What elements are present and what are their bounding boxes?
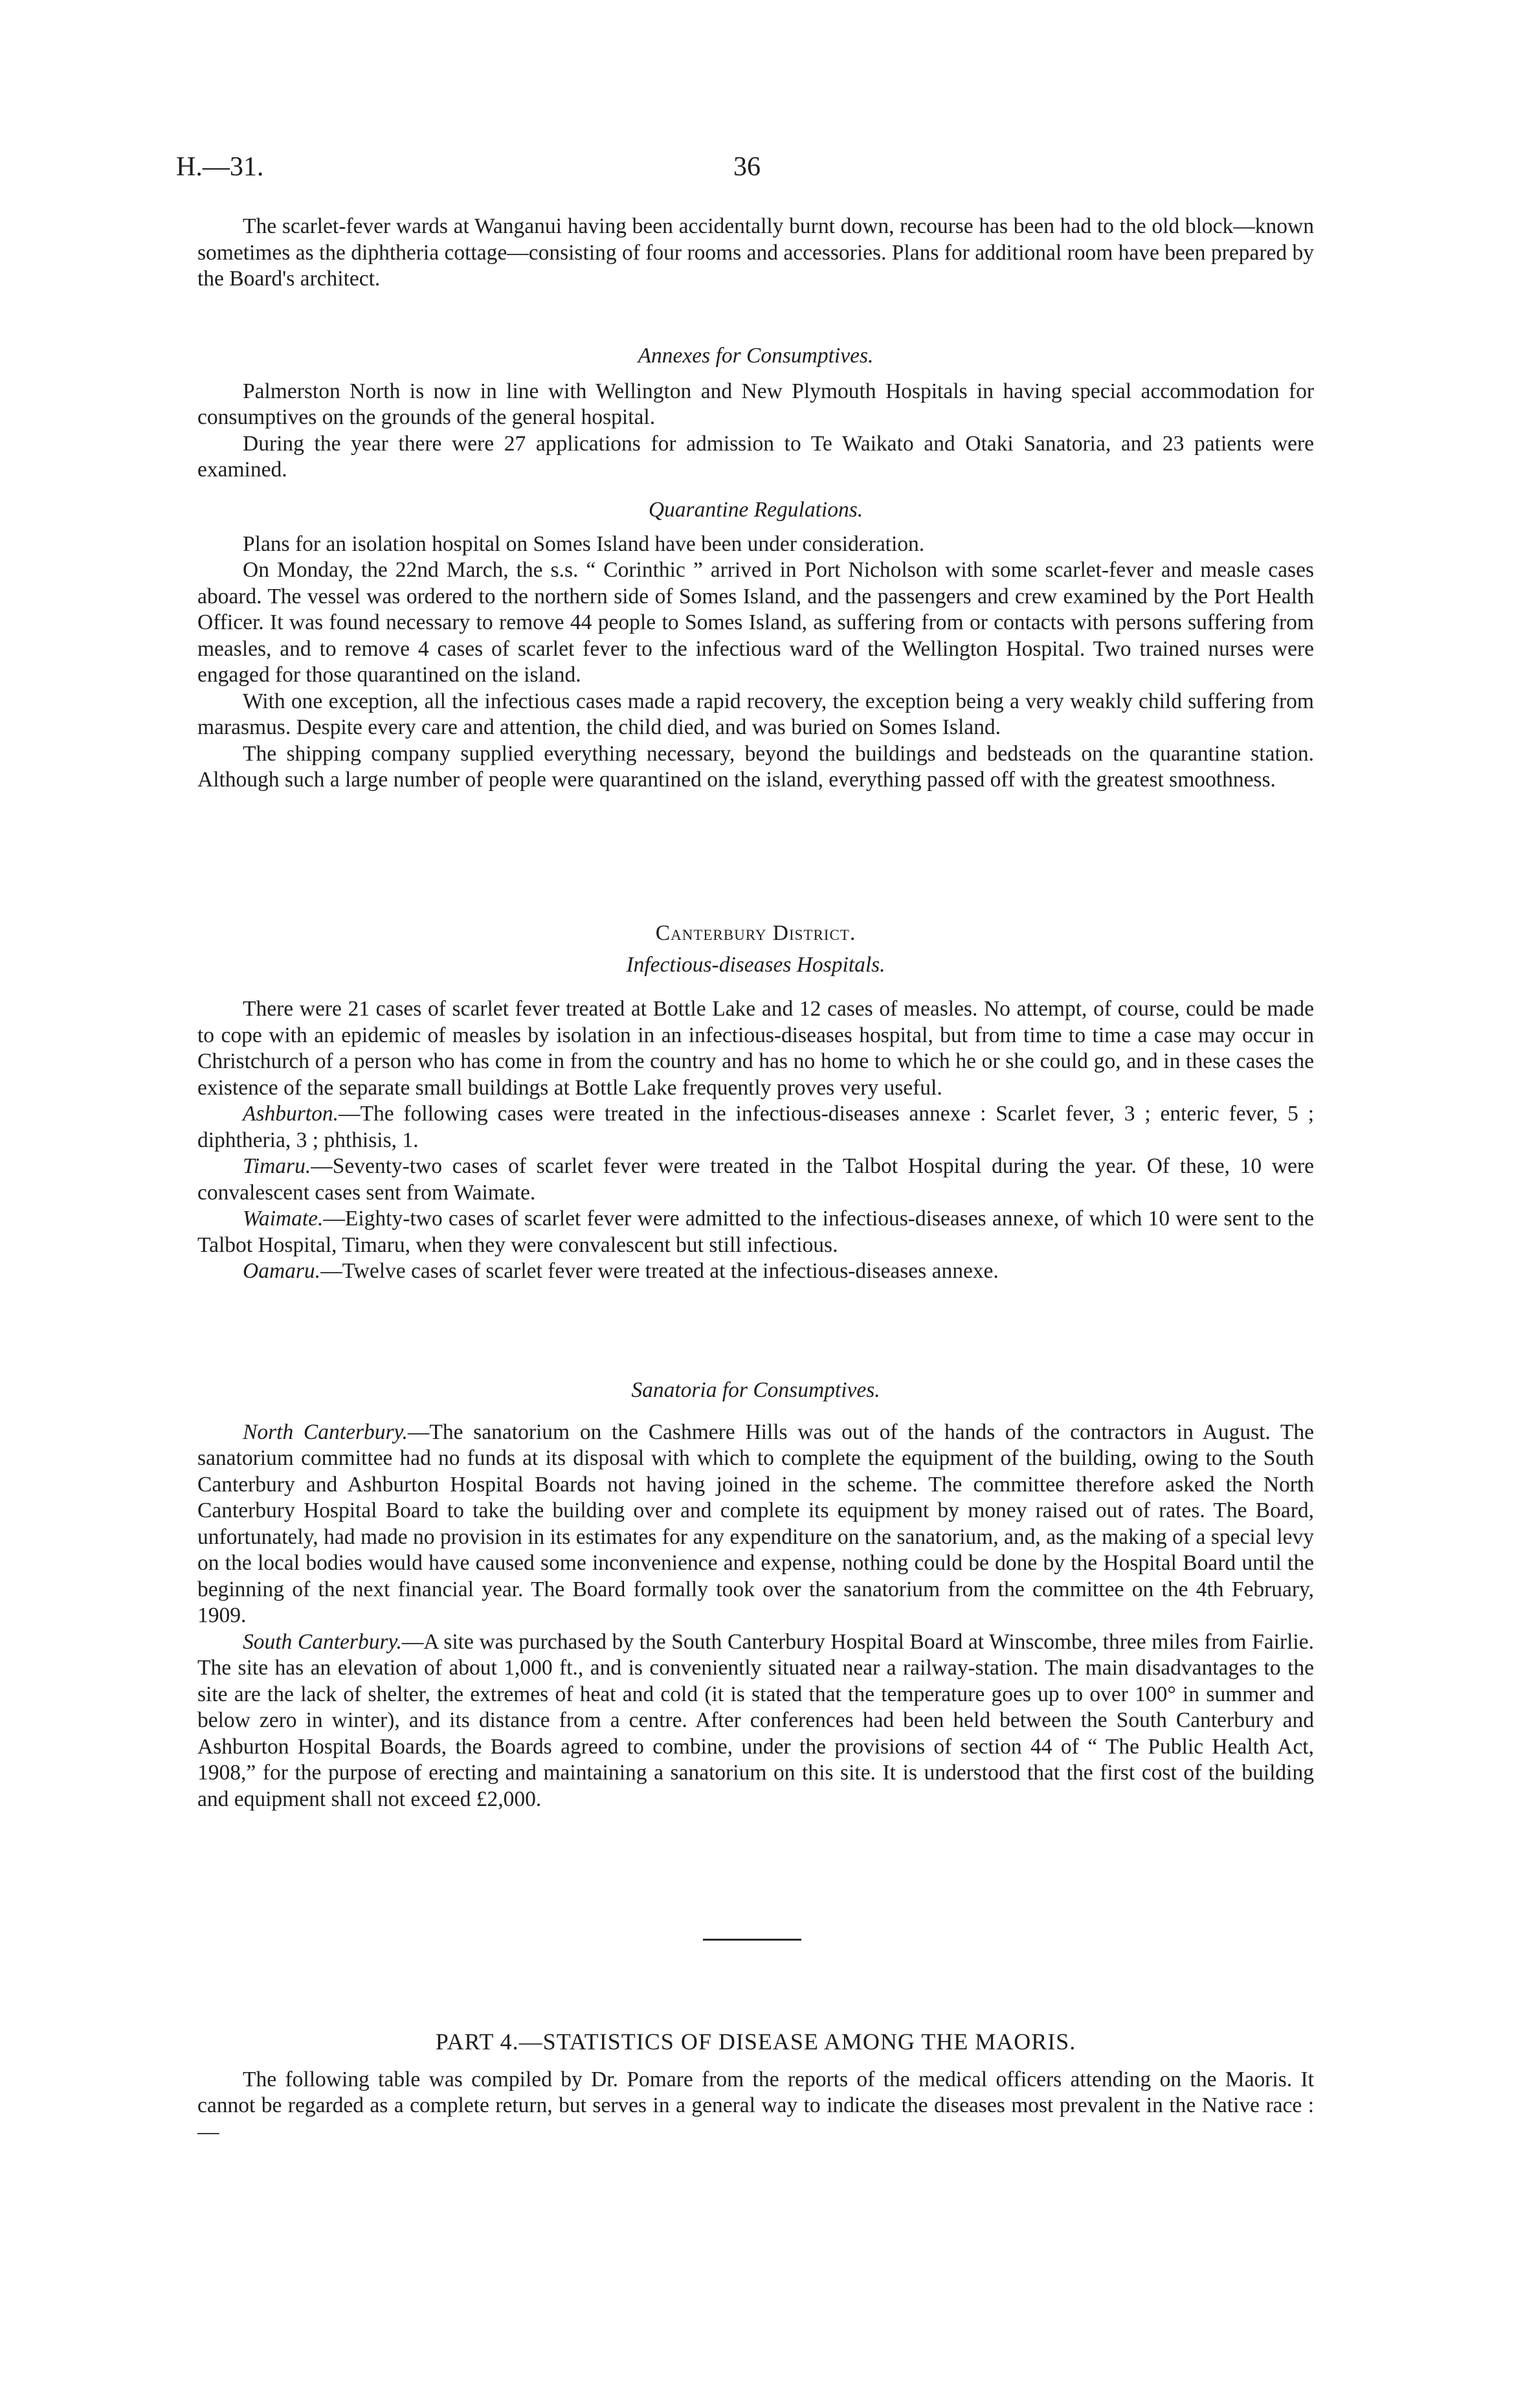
label-north-canterbury: North Canterbury. <box>243 1420 408 1444</box>
paragraph-recovery: With one exception, all the infectious cases made a rapid recovery, the exception being a very weakly child suffering from marasmus. Despite every care and attention, the child died, and was buried on Somes Island. <box>197 689 1314 739</box>
paragraph-north-canterbury <box>197 1420 1314 1629</box>
heading-annexes: Annexes for Consumptives. <box>638 344 874 368</box>
label-waimate: Waimate. <box>243 1207 324 1231</box>
label-south-canterbury: South Canterbury. <box>243 1629 402 1654</box>
text-north-canterbury: —The sanatorium on the Cashmere Hills was out of the hands of the contractors in August. The sanatorium committee had no funds at its disposal with which to complete the equipment of the building, owing to the South Canterbury and Ashburton Hospital Boards not having joined in the scheme. The committee therefore asked the North Canterbury Hospital Board to take the building over and complete its equipment by money raised out of rates. The Board, unfortunately, had made no provision in its estimates for any expenditure on the sanatorium, and, as the making of a special levy on the local bodies would have caused some inconvenience and expense, nothing could be done by the Hospital Board until the beginning of the next financial year. The Board formally took over the sanatorium from the committee on the 4th February, 1909. <box>197 1420 1314 1627</box>
section-divider <box>703 1939 801 1941</box>
paragraph-ashburton <box>197 1101 1314 1154</box>
paragraph-isolation-plans: Plans for an isolation hospital on Somes Island have been under consideration. <box>243 531 925 556</box>
label-oamaru: Oamaru. <box>243 1259 321 1283</box>
paragraph-applications: During the year there were 27 applications for admission to Te Waikato and Otaki Sanatoria, and 23 patients were examined. <box>197 431 1314 482</box>
paragraph-south-canterbury <box>197 1629 1314 1813</box>
intro-section <box>197 214 1314 293</box>
heading-canterbury: Canterbury District. <box>655 921 856 945</box>
canterbury-section <box>197 920 1314 1285</box>
report-code: H.—31. <box>176 152 264 182</box>
heading-infectious-hospitals: Infectious-diseases Hospitals. <box>626 952 885 977</box>
paragraph-oamaru <box>197 1258 1314 1285</box>
paragraph-shipping: The shipping company supplied everything necessary, beyond the buildings and bedsteads on the quarantine station. Although such a large number of people were quarantined on the island, everything passed off with the greatest smoothness. <box>197 741 1314 792</box>
quarantine-section <box>197 497 1314 794</box>
text-ashburton: —The following cases were treated in the infectious-diseases annexe : Scarlet fever, 3 ; enteric fever, 5 ; diphtheria, 3 ; phthisis, 1. <box>197 1102 1314 1152</box>
heading-part4: PART 4.—STATISTICS OF DISEASE AMONG THE MAORIS. <box>435 2029 1076 2055</box>
part4-section <box>197 2029 1314 2145</box>
label-timaru: Timaru. <box>243 1154 311 1178</box>
label-ashburton: Ashburton. <box>243 1102 339 1126</box>
text-timaru: —Seventy-two cases of scarlet fever were treated in the Talbot Hospital during the year. Of these, 10 were convalescent cases sent from Waimate. <box>197 1154 1314 1205</box>
text-waimate: —Eighty-two cases of scarlet fever were admitted to the infectious-diseases annexe, of which 10 were sent to the Talbot Hospital, Timaru, when they were convalescent but still infectious. <box>197 1207 1314 1257</box>
paragraph-palmerston: Palmerston North is now in line with Wellington and New Plymouth Hospitals in having special accommodation for consumptives on the grounds of the general hospital. <box>197 379 1314 429</box>
annexes-section <box>197 343 1314 484</box>
paragraph-pomare-table: The following table was compiled by Dr. Pomare from the reports of the medical officers attending on the Maoris. It cannot be regarded as a complete return, but serves in a general way to indicate the diseases most prevalent in the Native race :— <box>197 2067 1314 2144</box>
text-south-canterbury: —A site was purchased by the South Canterbury Hospital Board at Winscombe, three miles from Fairlie. The site has an elevation of about 1,000 ft., and is conveniently situated near a railway-station. The main disadvantages to the site are the lack of shelter, the extremes of heat and cold (it is stated that the temperature goes up to over 100° in summer and below zero in winter), and its distance from a centre. After conferences had been held between the South Canterbury and Ashburton Hospital Boards, the Boards agreed to combine, under the provisions of section 44 of “ The Public Health Act, 1908,” for the purpose of erecting and maintaining a sanatorium on this site. It is understood that the first cost of the building and equipment shall not exceed £2,000. <box>197 1629 1314 1811</box>
paragraph-waimate <box>197 1206 1314 1258</box>
paragraph-corinthic: On Monday, the 22nd March, the s.s. “ Corinthic ” arrived in Port Nicholson with some scarlet-fever and measle cases aboard. The vessel was ordered to the northern side of Somes Island, and the passengers and crew examined by the Port Health Officer. It was found necessary to remove 44 people to Somes Island, as suffering from or contacts with persons suffering from measles, and to remove 4 cases of scarlet fever to the infectious ward of the Wellington Hospital. Two trained nurses were engaged for those quarantined on the island. <box>197 558 1314 687</box>
paragraph-timaru <box>197 1154 1314 1206</box>
heading-quarantine: Quarantine Regulations. <box>648 498 863 522</box>
heading-sanatoria: Sanatoria for Consumptives. <box>631 1378 880 1402</box>
paragraph-wanganui: The scarlet-fever wards at Wanganui having been accidentally burnt down, recourse has been had to the old block—known sometimes as the diphtheria cottage—consisting of four rooms and accessories. Plans for additional room have been prepared by the Board's architect. <box>197 214 1314 291</box>
paragraph-bottle-lake: There were 21 cases of scarlet fever treated at Bottle Lake and 12 cases of measles. No attempt, of course, could be made to cope with an epidemic of measles by isolation in an infectious-diseases hospital, but from time to time a case may occur in Christchurch of a person who has come in from the country and has no home to which he or she could go, and in these cases the existence of the separate small buildings at Bottle Lake frequently proves very useful. <box>197 997 1314 1100</box>
page-number: 36 <box>733 152 761 182</box>
sanatoria-section <box>197 1377 1314 1812</box>
text-oamaru: —Twelve cases of scarlet fever were treated at the infectious-diseases annexe. <box>320 1259 999 1283</box>
